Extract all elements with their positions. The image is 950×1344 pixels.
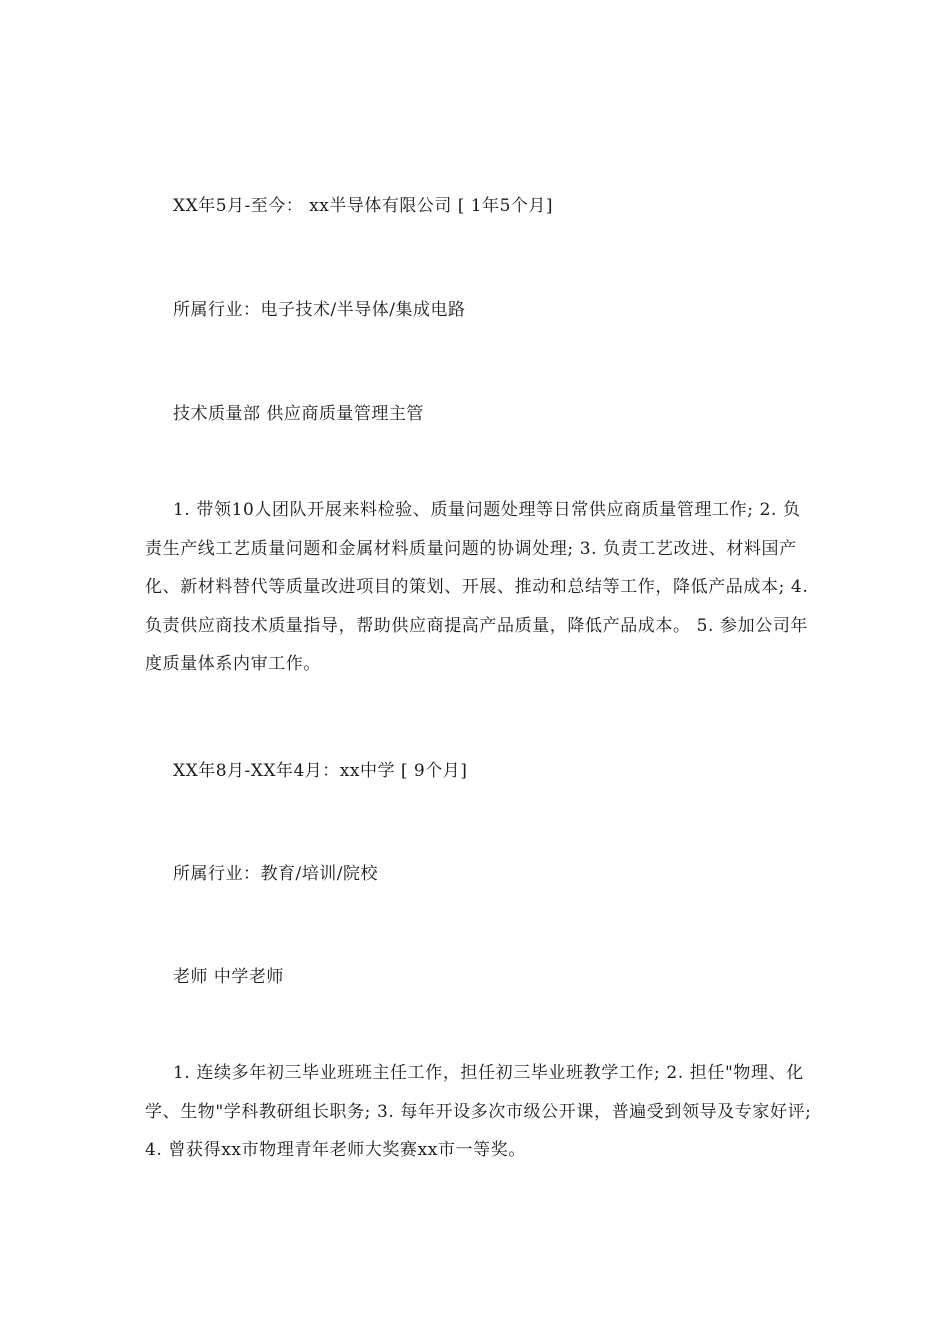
job2-duties: 1. 连续多年初三毕业班班主任工作，担任初三毕业班教学工作; 2. 担任"物理、化学、生物"学科教研组长职务; 3. 每年开设多次市级公开课，普遍受到领导及专家好评; 4. 曾获得xx市物理青年老师大奖赛xx市一等奖。: [145, 1063, 812, 1160]
job1-position: 技术质量部 供应商质量管理主管: [173, 404, 424, 424]
job2-position: 老师 中学老师: [173, 967, 284, 987]
job2-period: XX年8月-XX年4月：xx中学 [ 9个月]: [173, 761, 468, 781]
job2-industry: 所属行业：教育/培训/院校: [173, 864, 378, 884]
job1-duties: 1. 带领10人团队开展来料检验、质量问题处理等日常供应商质量管理工作; 2. 负责生产线工艺质量问题和金属材料质量问题的协调处理; 3. 负责工艺改进、材料国产化、新材料替代等质量改进项目的策划、开展、推动和总结等工作，降低产品成本; 4. 负责供应商技术质量指导，帮助供应商提高产品质量，降低产品成本。 5. 参加公司年度质量体系内审工作。: [145, 500, 809, 674]
job1-period: XX年5月-至今： xx半导体有限公司 [ 1年5个月]: [173, 196, 554, 216]
job1-industry: 所属行业：电子技术/半导体/集成电路: [173, 300, 466, 320]
